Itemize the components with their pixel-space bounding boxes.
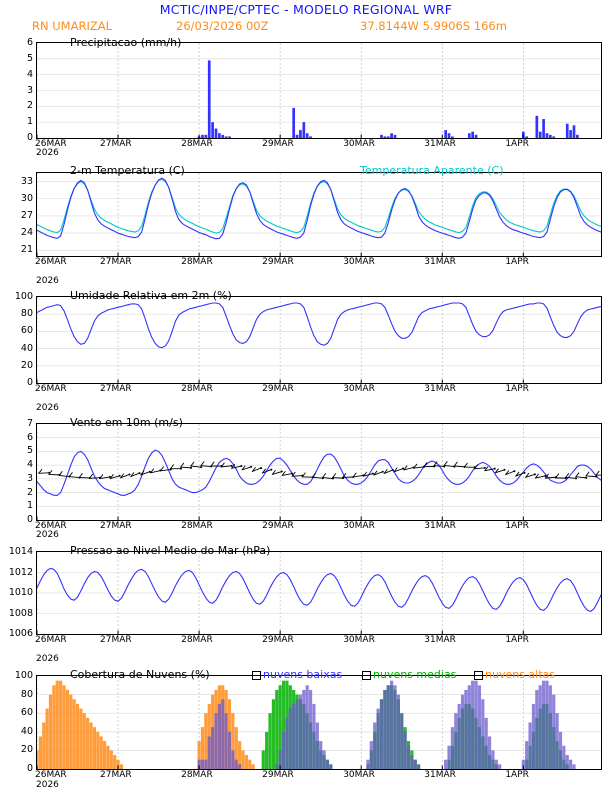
panel-title-humidity: Umidade Relativa em 2m (%) (70, 289, 232, 302)
x-tick-0-0: 26MAR (35, 139, 67, 149)
x-tick-5-0: 26MAR (35, 770, 67, 780)
y-tick-3-3: 4 (26, 459, 33, 471)
x-tick-0-2: 28MAR (181, 139, 213, 149)
x-tick-5-6: 1APR (505, 770, 529, 780)
y-tick-1-2: 27 (20, 209, 33, 221)
y-tick-1-3: 24 (20, 227, 33, 239)
y-tick-2-1: 80 (20, 308, 33, 320)
y-tick-3-0: 7 (26, 418, 33, 429)
legend-label-high: nuvens altas (485, 668, 556, 681)
y-tick-2-5: 0 (26, 377, 33, 388)
x-tick-2-1: 27MAR (100, 384, 132, 394)
x-tick-4-3: 29MAR (262, 635, 294, 645)
x-tick-4-6: 1APR (505, 635, 529, 645)
x-tick-3-6: 1APR (505, 521, 529, 531)
y-tick-2-3: 40 (20, 342, 33, 354)
panel-title-apparent-temperature: Temperatura Aparente (C) (360, 164, 504, 177)
x-tick-5-5: 31MAR (424, 770, 456, 780)
x-tick-2-4: 30MAR (343, 384, 375, 394)
year-label-0: 2026 (36, 148, 59, 158)
x-tick-1-2: 28MAR (181, 257, 213, 267)
x-tick-0-3: 29MAR (262, 139, 294, 149)
x-tick-1-3: 29MAR (262, 257, 294, 267)
x-tick-2-5: 31MAR (424, 384, 456, 394)
legend-swatch-low (252, 671, 261, 680)
y-tick-0-6: 0 (26, 132, 33, 143)
x-tick-0-6: 1APR (505, 139, 529, 149)
y-tick-4-3: 1008 (8, 607, 33, 619)
x-tick-2-6: 1APR (505, 384, 529, 394)
y-tick-2-4: 20 (20, 359, 33, 371)
x-tick-4-0: 26MAR (35, 635, 67, 645)
y-tick-0-5: 1 (26, 116, 33, 128)
y-tick-3-4: 3 (26, 472, 33, 484)
x-tick-0-4: 30MAR (343, 139, 375, 149)
y-tick-5-4: 20 (20, 744, 33, 756)
station-coords: 37.8144W 5.9906S 166m (360, 19, 507, 33)
y-tick-4-1: 1012 (8, 566, 33, 578)
x-tick-1-4: 30MAR (343, 257, 375, 267)
panel-pressure (36, 551, 602, 635)
x-tick-5-1: 27MAR (100, 770, 132, 780)
x-tick-1-0: 26MAR (35, 257, 67, 267)
year-label-2: 2026 (36, 403, 59, 413)
y-tick-4-0: 1014 (8, 546, 33, 557)
y-tick-0-4: 2 (26, 100, 33, 112)
panel-title-pressure: Pressao ao Nivel Medio do Mar (hPa) (70, 544, 271, 557)
panel-title-clouds: Cobertura de Nuvens (%) (70, 668, 210, 681)
panel-precipitation (36, 42, 602, 139)
station-name: RN UMARIZAL (32, 19, 112, 33)
x-tick-5-2: 28MAR (181, 770, 213, 780)
legend-label-mid: nuvens medias (373, 668, 457, 681)
y-tick-3-1: 6 (26, 431, 33, 443)
legend-swatch-high (474, 671, 483, 680)
legend-nuvens-baixas (252, 668, 342, 681)
y-tick-1-4: 21 (20, 244, 33, 256)
y-tick-4-2: 1010 (8, 587, 33, 598)
year-label-4: 2026 (36, 654, 59, 664)
y-tick-3-7: 0 (26, 514, 33, 525)
panel-clouds (36, 675, 602, 770)
x-tick-3-1: 27MAR (100, 521, 132, 531)
y-tick-0-2: 4 (26, 68, 33, 80)
x-tick-4-5: 31MAR (424, 635, 456, 645)
x-tick-1-1: 27MAR (100, 257, 132, 267)
x-tick-3-4: 30MAR (343, 521, 375, 531)
y-tick-1-1: 30 (20, 192, 33, 204)
legend-label-low: nuvens baixas (263, 668, 343, 681)
year-label-5: 2026 (36, 780, 59, 790)
year-label-1: 2026 (36, 276, 59, 286)
panel-title-precipitation: Precipitacao (mm/h) (70, 36, 182, 49)
x-tick-2-3: 29MAR (262, 384, 294, 394)
x-tick-1-5: 31MAR (424, 257, 456, 267)
y-tick-2-2: 60 (20, 325, 33, 337)
panel-title-wind: Vento em 10m (m/s) (70, 416, 183, 429)
y-tick-0-1: 5 (26, 52, 33, 64)
year-label-3: 2026 (36, 530, 59, 540)
x-tick-5-3: 29MAR (262, 770, 294, 780)
y-tick-0-3: 3 (26, 84, 33, 96)
y-tick-3-6: 1 (26, 500, 33, 512)
x-tick-4-1: 27MAR (100, 635, 132, 645)
panel-wind (36, 423, 602, 521)
x-tick-2-0: 26MAR (35, 384, 67, 394)
y-tick-5-3: 40 (20, 725, 33, 737)
page-title: MCTIC/INPE/CPTEC - MODELO REGIONAL WRF (159, 2, 453, 17)
x-tick-5-4: 30MAR (343, 770, 375, 780)
y-tick-5-1: 80 (20, 688, 33, 700)
y-tick-1-0: 33 (20, 175, 33, 187)
x-tick-1-6: 1APR (505, 257, 529, 267)
legend-nuvens-medias (362, 668, 456, 681)
y-tick-5-2: 60 (20, 707, 33, 719)
x-tick-0-5: 31MAR (424, 139, 456, 149)
panel-humidity (36, 296, 602, 384)
x-tick-3-5: 31MAR (424, 521, 456, 531)
x-tick-4-4: 30MAR (343, 635, 375, 645)
legend-nuvens-altas (474, 668, 555, 681)
panel-title-temperature: 2-m Temperatura (C) (70, 164, 185, 177)
y-tick-5-0: 100 (14, 670, 33, 681)
x-tick-3-3: 29MAR (262, 521, 294, 531)
x-tick-0-1: 27MAR (100, 139, 132, 149)
y-tick-5-5: 0 (26, 763, 33, 774)
legend-swatch-mid (362, 671, 371, 680)
y-tick-4-4: 1006 (8, 628, 33, 639)
x-tick-4-2: 28MAR (181, 635, 213, 645)
x-tick-3-2: 28MAR (181, 521, 213, 531)
y-tick-3-5: 2 (26, 486, 33, 498)
run-datetime: 26/03/2026 00Z (176, 19, 269, 33)
x-tick-3-0: 26MAR (35, 521, 67, 531)
panel-temperature (36, 172, 602, 257)
y-tick-3-2: 5 (26, 445, 33, 457)
y-tick-2-0: 100 (14, 291, 33, 302)
y-tick-0-0: 6 (26, 37, 33, 48)
x-tick-2-2: 28MAR (181, 384, 213, 394)
